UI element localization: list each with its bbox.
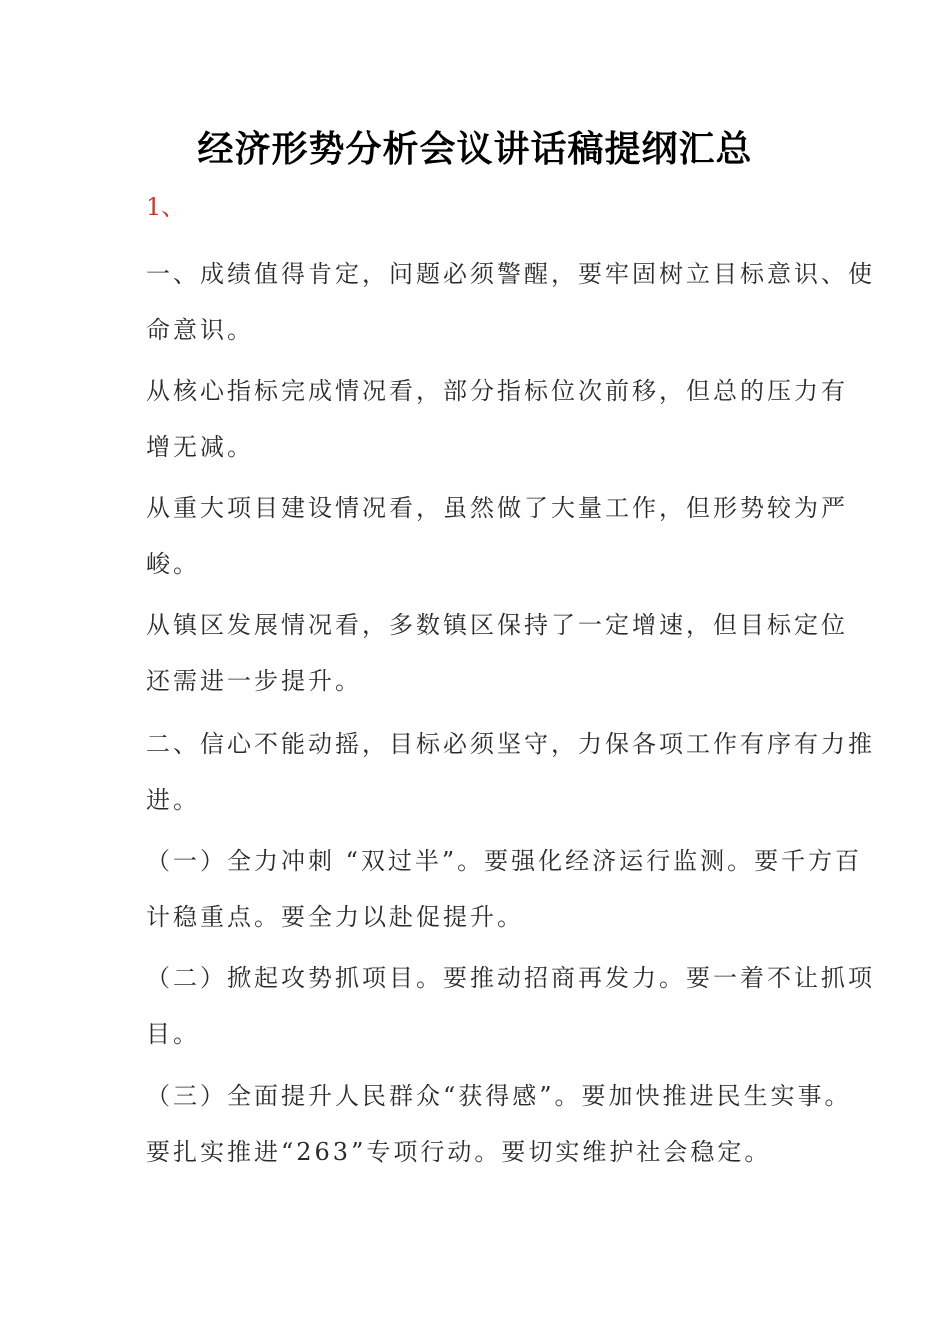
paragraph-8 (146, 1068, 852, 1180)
document-title: 经济形势分析会议讲话稿提纲汇总 (197, 128, 753, 170)
paragraph-line: 要扎实推进“263”专项行动。要切实维护社会稳定。 (146, 1138, 772, 1166)
paragraph-line: （三）全面提升人民群众“获得感”。要加快推进民生实事。 (146, 1082, 852, 1110)
paragraph-line: 命意识。 (146, 316, 254, 344)
paragraph-line: （二）掀起攻势抓项目。要推动招商再发力。要一着不让抓项 (146, 964, 875, 992)
paragraph-line: 目。 (146, 1020, 200, 1048)
paragraph-line: 从核心指标完成情况看，部分指标位次前移，但总的压力有 (146, 377, 848, 405)
paragraph-line: 还需进一步提升。 (146, 667, 362, 695)
paragraph-line: （一）全力冲刺 “双过半”。要强化经济运行监测。要千方百 (146, 847, 863, 875)
paragraph-3 (146, 480, 848, 592)
paragraph-5 (146, 716, 875, 828)
paragraph-line: 一、成绩值得肯定，问题必须警醒，要牢固树立目标意识、使 (146, 260, 875, 288)
paragraph-line: 增无减。 (146, 433, 254, 461)
paragraph-line: 峻。 (146, 550, 200, 578)
paragraph-7 (146, 950, 875, 1062)
section-number: 1、 (146, 193, 186, 221)
paragraph-line: 进。 (146, 786, 200, 814)
paragraph-4 (146, 597, 848, 709)
paragraph-6 (146, 833, 863, 945)
paragraph-line: 从重大项目建设情况看，虽然做了大量工作，但形势较为严 (146, 494, 848, 522)
paragraph-1 (146, 246, 875, 358)
paragraph-line: 计稳重点。要全力以赴促提升。 (146, 903, 524, 931)
paragraph-line: 二、信心不能动摇，目标必须坚守，力保各项工作有序有力推 (146, 730, 875, 758)
paragraph-line: 从镇区发展情况看，多数镇区保持了一定增速，但目标定位 (146, 611, 848, 639)
paragraph-2 (146, 363, 848, 475)
